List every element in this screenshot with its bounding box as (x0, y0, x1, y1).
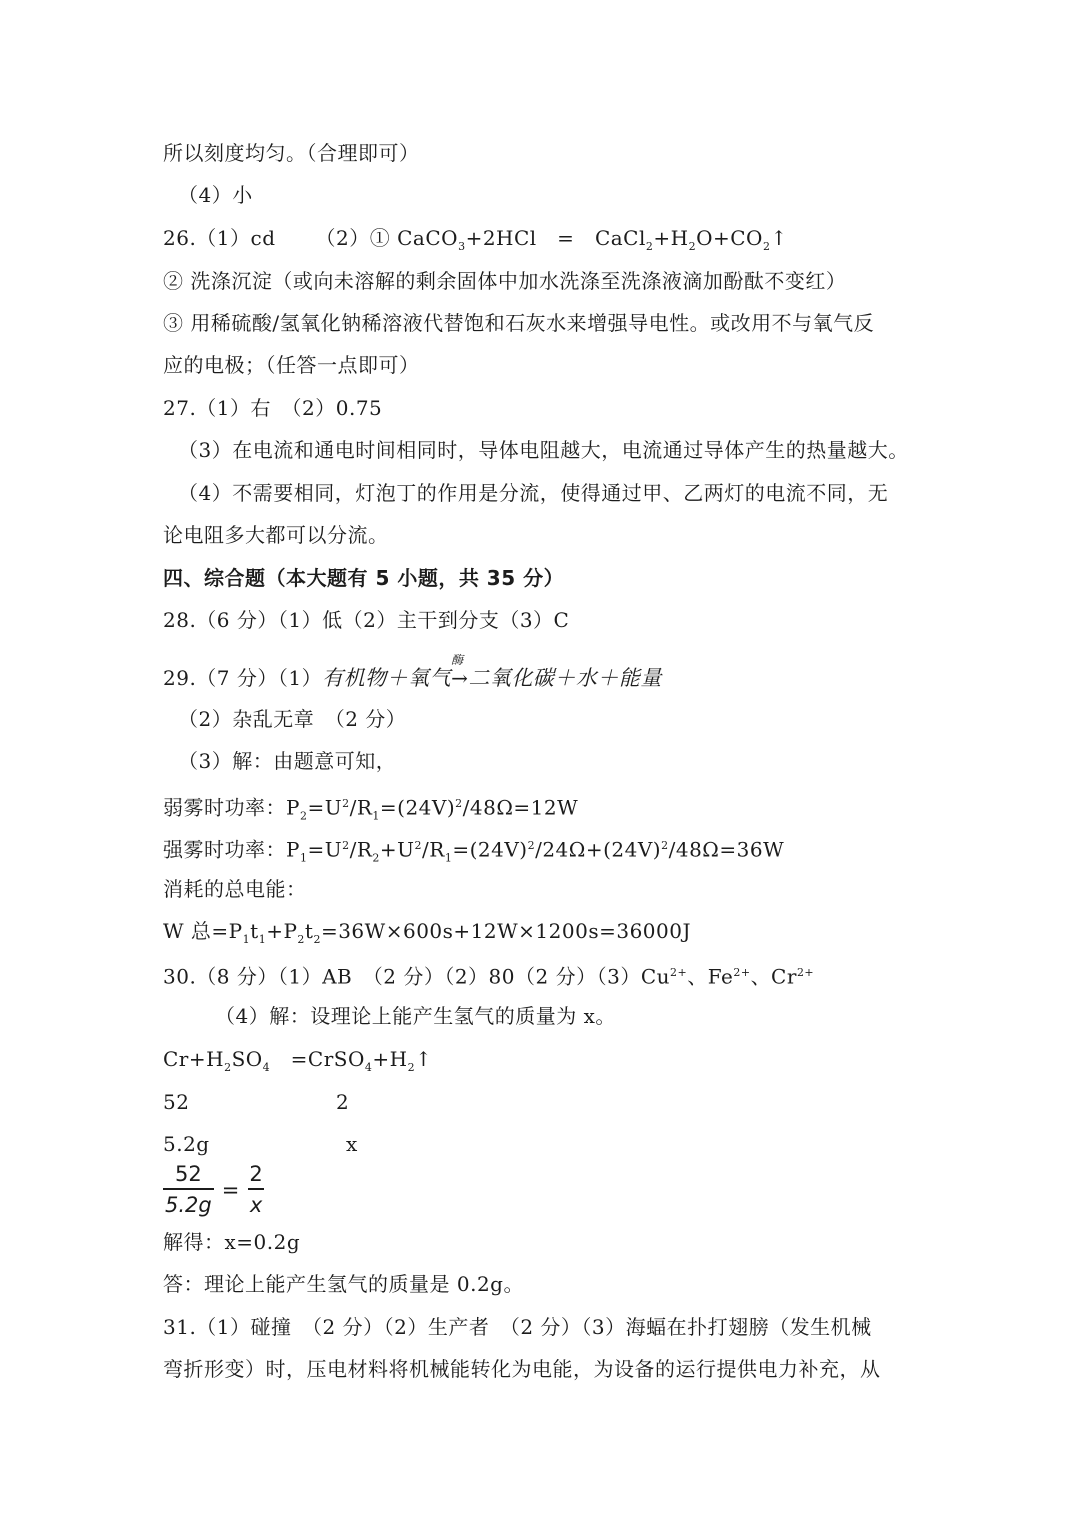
text-line: （4）小 (178, 183, 253, 207)
text-line: 答：理论上能产生氢气的质量是 0.2g。 (163, 1272, 524, 1296)
text-line: （3）在电流和通电时间相同时，导体电阻越大，电流通过导体产生的热量越大。 (178, 438, 909, 462)
text-line: 弯折形变）时，压电材料将机械能转化为电能，为设备的运行提供电力补充，从 (163, 1357, 881, 1381)
text-line: 应的电极；（任答一点即可） (163, 353, 420, 377)
text-line: ③ 用稀硫酸/氢氧化钠稀溶液代替饱和石灰水来增强导电性。或改用不与氧气反 (163, 311, 875, 335)
text-line: 论电阻多大都可以分流。 (163, 523, 389, 547)
q26-equation-line: 26.（1）cd （2）① CaCO$_3$+2HCl = $CaCl_2+H_2O+CO_2↑$ (163, 226, 788, 253)
text-line: 31.（1）碰撞 （2 分）（2）生产者 （2 分）（3）海蝠在扑打翅膀（发生机械 (163, 1315, 872, 1339)
text-line: （2）杂乱无章 （2 分） (178, 707, 407, 731)
fraction-right: $\frac{2}{x}$ (247, 1160, 264, 1220)
text-line: （3）解：由题意可知， (178, 749, 397, 773)
text-line: （4）不需要相同，灯泡丁的作用是分流，使得通过甲、乙两灯的电流不同，无 (178, 481, 889, 505)
text-line: （4）解：设理论上能产生氢气的质量为 x。 (215, 1004, 616, 1028)
formula-line: W 总$=P_1t_1+P_2t_2=36W\times 600s+12W\times 1200s=36000J$ (163, 919, 691, 946)
given-mass: 5.2g (163, 1132, 210, 1156)
section-heading: 四、综合题（本大题有 5 小题，共 35 分） (163, 566, 565, 590)
text-line: 所以刻度均匀。（合理即可） (163, 141, 420, 165)
relative-mass-2: 2 (336, 1090, 350, 1114)
formula-line: 强雾时功率：$P_1=U^2/R_2+U^2/R_1=(24V)^2/24\Omega+(24V)^2/48\Omega=36W$ (163, 837, 785, 865)
chemical-equation: $Cr+H_2SO_4$ $=CrSO_4+H_2↑$ (163, 1047, 433, 1074)
text-line: 30.（8 分）（1）AB （2 分）（2）80（2 分）$(3)Cu^{2+}$、$Fe^{2+}$、$Cr^{2+}$ (163, 964, 815, 989)
reaction-arrow: 酶 → (451, 653, 469, 690)
formula-line: 弱雾时功率：$P_2=U^2/R_1=(24V)^2/48\Omega=12W$ (163, 795, 579, 823)
fraction-left: $\frac{52}{5.2g}$ (163, 1160, 214, 1220)
q29-word-equation: 29.（7 分）（1）有机物＋氧气 酶 →二氧化碳＋水＋能量 (163, 653, 662, 690)
text-line: 消耗的总电能： (163, 877, 307, 901)
text-line: 27.（1）右 （2）0.75 (163, 396, 383, 420)
proportion-equation: $\frac{52}{5.2g}$ = $\frac{2}{x}$ (163, 1160, 265, 1220)
unknown-mass: x (346, 1132, 358, 1156)
relative-mass-52: 52 (163, 1090, 190, 1114)
text-line: 解得：x=0.2g (163, 1230, 301, 1254)
text-line: ② 洗涤沉淀（或向未溶解的剩余固体中加水洗涤至洗涤液滴加酚酞不变红） (163, 269, 847, 293)
text-line: 28.（6 分）（1）低（2）主干到分支（3）C (163, 608, 570, 632)
